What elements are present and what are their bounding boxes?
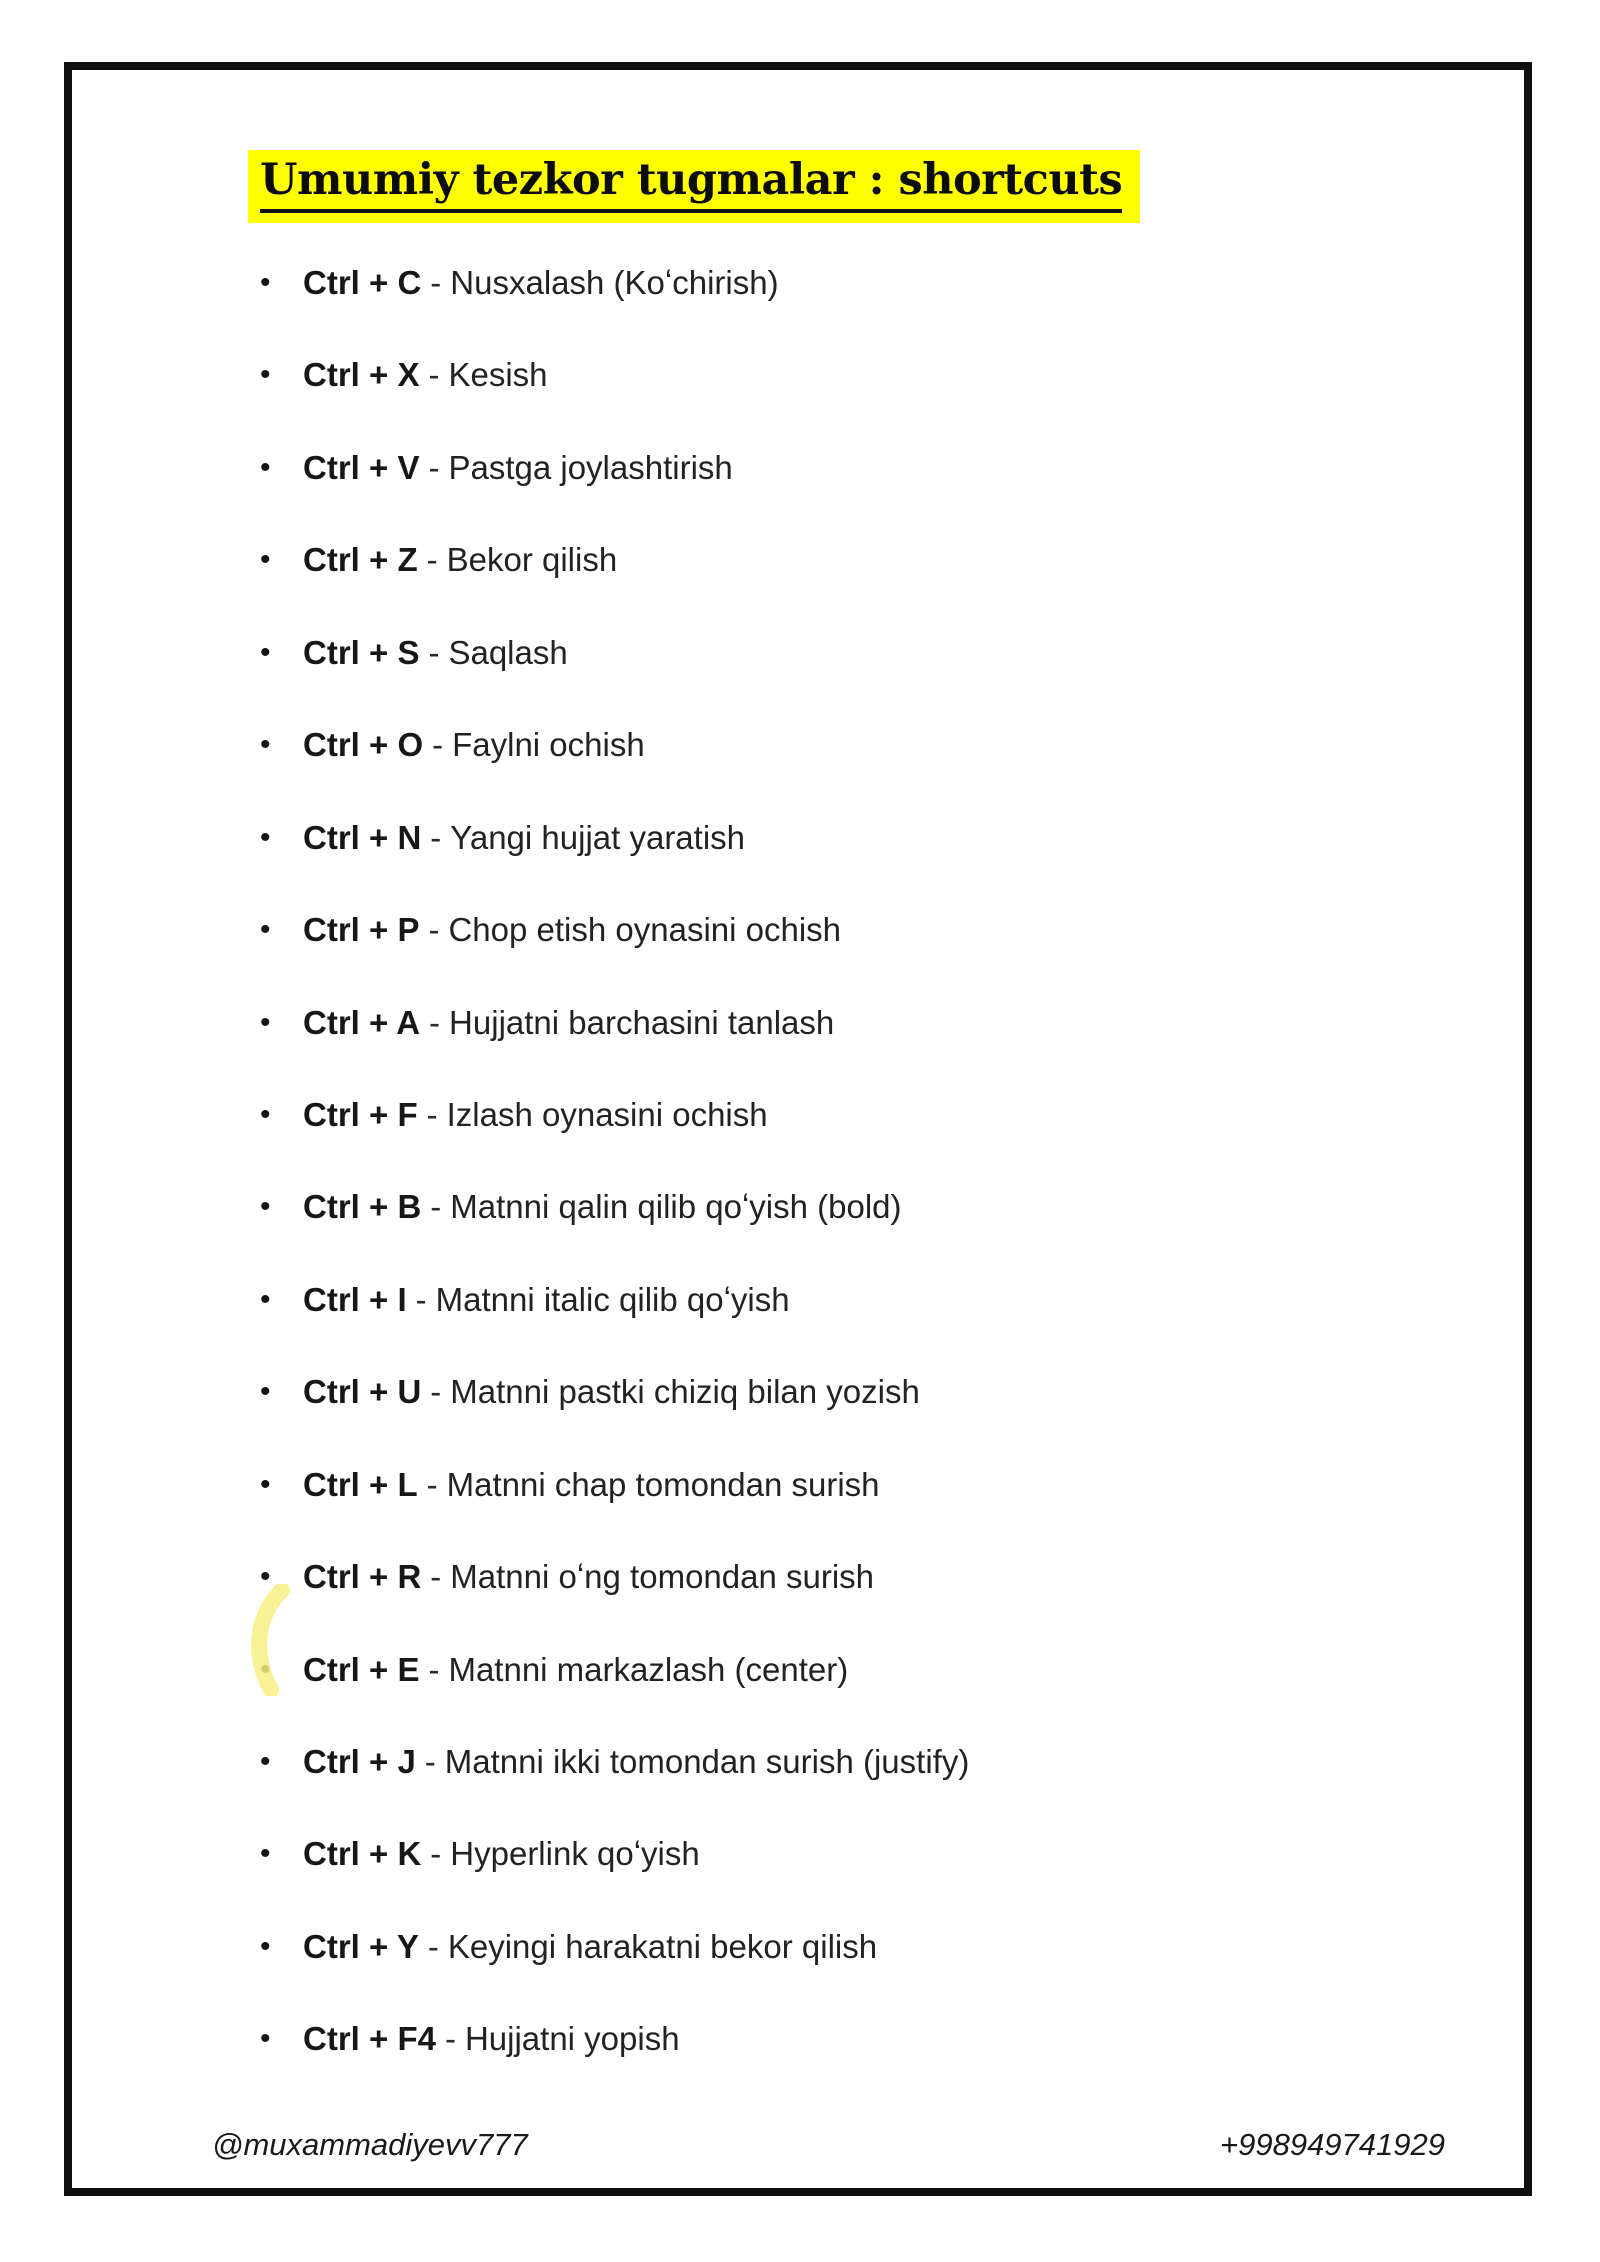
shortcut-keys: Ctrl + A: [303, 1003, 421, 1041]
list-item: [250, 1003, 1450, 1095]
shortcut-separator: -: [426, 541, 438, 579]
shortcut-list: [250, 263, 1450, 2112]
list-item: [250, 540, 1450, 632]
list-item: [250, 1742, 1450, 1834]
shortcut-separator: -: [430, 1835, 442, 1873]
shortcut-desc: Nusxalash (Koʻchirish): [450, 264, 779, 301]
shortcut-keys: Ctrl + Z: [303, 541, 418, 579]
list-item: [250, 1834, 1450, 1926]
shortcut-separator: -: [415, 1280, 427, 1318]
shortcut-desc: Kesish: [448, 356, 548, 394]
shortcut-desc: Pastga joylashtirish: [448, 448, 733, 486]
shortcut-separator: -: [429, 1003, 441, 1041]
shortcut-desc: Hyperlink qoʻyish: [450, 1835, 700, 1873]
shortcut-separator: -: [428, 448, 440, 486]
bullet-icon: •: [260, 635, 271, 669]
shortcut-keys: Ctrl + J: [303, 1743, 416, 1780]
shortcut-separator: -: [428, 1650, 440, 1688]
list-item: [250, 263, 1450, 355]
shortcut-keys: Ctrl + L: [303, 1465, 418, 1503]
bullet-icon: •: [260, 1282, 271, 1316]
shortcut-desc: Saqlash: [448, 633, 568, 671]
bullet-icon: •: [260, 1837, 271, 1871]
shortcut-keys: Ctrl + N: [303, 818, 422, 856]
page-title: Umumiy tezkor tugmalar : shortcuts: [260, 155, 1122, 213]
list-item: [250, 1280, 1450, 1372]
footer-handle: @muxammadiyevv777: [212, 2127, 528, 2162]
shortcut-desc: Yangi hujjat yaratish: [450, 818, 746, 856]
shortcut-desc: Matnni oʻng tomondan surish: [450, 1558, 875, 1596]
bullet-icon: •: [260, 266, 271, 299]
shortcut-keys: Ctrl + U: [303, 1373, 422, 1411]
page-title-wrap: [248, 150, 1140, 223]
list-item: [250, 910, 1450, 1002]
shortcut-desc: Keyingi harakatni bekor qilish: [447, 1927, 878, 1965]
shortcut-separator: -: [424, 1743, 436, 1780]
shortcut-keys: Ctrl + P: [303, 911, 420, 949]
shortcut-desc: Izlash oynasini ochish: [446, 1095, 768, 1133]
shortcut-keys: Ctrl + C: [303, 264, 422, 301]
shortcut-keys: Ctrl + O: [303, 726, 424, 764]
bullet-icon: •: [260, 1560, 271, 1594]
shortcut-keys: Ctrl + R: [303, 1558, 422, 1596]
shortcut-keys: Ctrl + S: [303, 633, 420, 671]
shortcut-separator: -: [430, 1373, 442, 1411]
shortcut-keys: Ctrl + Y: [303, 1927, 419, 1965]
shortcut-separator: -: [427, 1927, 439, 1965]
list-item: [250, 1465, 1450, 1557]
shortcut-desc: Faylni ochish: [452, 726, 645, 764]
list-item: [250, 1095, 1450, 1187]
shortcut-separator: -: [432, 726, 444, 764]
shortcut-separator: -: [430, 1558, 442, 1596]
shortcut-keys: Ctrl + F: [303, 1095, 418, 1133]
bullet-icon: •: [260, 2022, 271, 2056]
bullet-icon: •: [260, 1190, 271, 1224]
shortcut-separator: -: [430, 818, 442, 856]
page-title-highlight: [248, 150, 1140, 223]
bullet-icon: •: [260, 450, 271, 484]
shortcut-separator: -: [426, 1095, 438, 1133]
shortcut-separator: -: [428, 356, 440, 394]
list-item: [250, 1187, 1450, 1279]
shortcut-desc: Matnni chap tomondan surish: [446, 1465, 880, 1503]
bullet-icon: •: [260, 1097, 271, 1131]
shortcut-keys: Ctrl + B: [303, 1188, 422, 1226]
list-item: [250, 818, 1450, 910]
bullet-icon: •: [260, 728, 271, 762]
shortcut-keys: Ctrl + V: [303, 448, 420, 486]
shortcut-desc: Hujjatni yopish: [464, 2020, 680, 2058]
shortcut-separator: -: [428, 911, 440, 949]
shortcut-desc: Matnni markazlash (center): [448, 1650, 849, 1688]
bullet-icon: •: [260, 1375, 271, 1409]
bullet-icon: •: [260, 1929, 271, 1963]
shortcut-keys: Ctrl + K: [303, 1835, 422, 1873]
list-item: [250, 1372, 1450, 1464]
shortcut-keys: Ctrl + X: [303, 356, 420, 394]
list-item: [250, 448, 1450, 540]
shortcut-separator: -: [430, 264, 442, 301]
shortcut-desc: Matnni italic qilib qoʻyish: [435, 1280, 790, 1318]
shortcut-separator: -: [426, 1465, 438, 1503]
list-item: [250, 633, 1450, 725]
bullet-icon: •: [260, 1745, 271, 1778]
shortcut-desc: Hujjatni barchasini tanlash: [449, 1003, 835, 1041]
shortcut-desc: Bekor qilish: [446, 541, 618, 579]
shortcut-separator: -: [444, 2020, 456, 2058]
shortcut-desc: Matnni qalin qilib qoʻyish (bold): [450, 1188, 902, 1226]
bullet-icon: •: [260, 820, 271, 854]
bullet-icon: •: [260, 1005, 271, 1039]
list-item: [250, 725, 1450, 817]
bullet-icon: •: [260, 543, 271, 577]
bullet-icon: •: [260, 358, 271, 392]
footer-phone: +998949741929: [1220, 2127, 1445, 2162]
shortcut-keys: Ctrl + I: [303, 1280, 407, 1318]
shortcut-desc: Matnni ikki tomondan surish (justify): [444, 1743, 970, 1780]
bullet-icon: •: [260, 1467, 271, 1501]
shortcut-separator: -: [430, 1188, 442, 1226]
list-item: [250, 2019, 1450, 2111]
shortcut-keys: Ctrl + E: [303, 1650, 420, 1688]
list-item: [250, 355, 1450, 447]
bullet-icon: •: [260, 1652, 271, 1686]
list-item: [250, 1650, 1450, 1742]
list-item: [250, 1927, 1450, 2019]
shortcut-keys: Ctrl + F4: [303, 2020, 436, 2058]
list-item: [250, 1557, 1450, 1649]
shortcut-desc: Matnni pastki chiziq bilan yozish: [450, 1373, 920, 1411]
bullet-icon: •: [260, 913, 271, 947]
shortcut-separator: -: [428, 633, 440, 671]
shortcut-desc: Chop etish oynasini ochish: [448, 911, 842, 949]
